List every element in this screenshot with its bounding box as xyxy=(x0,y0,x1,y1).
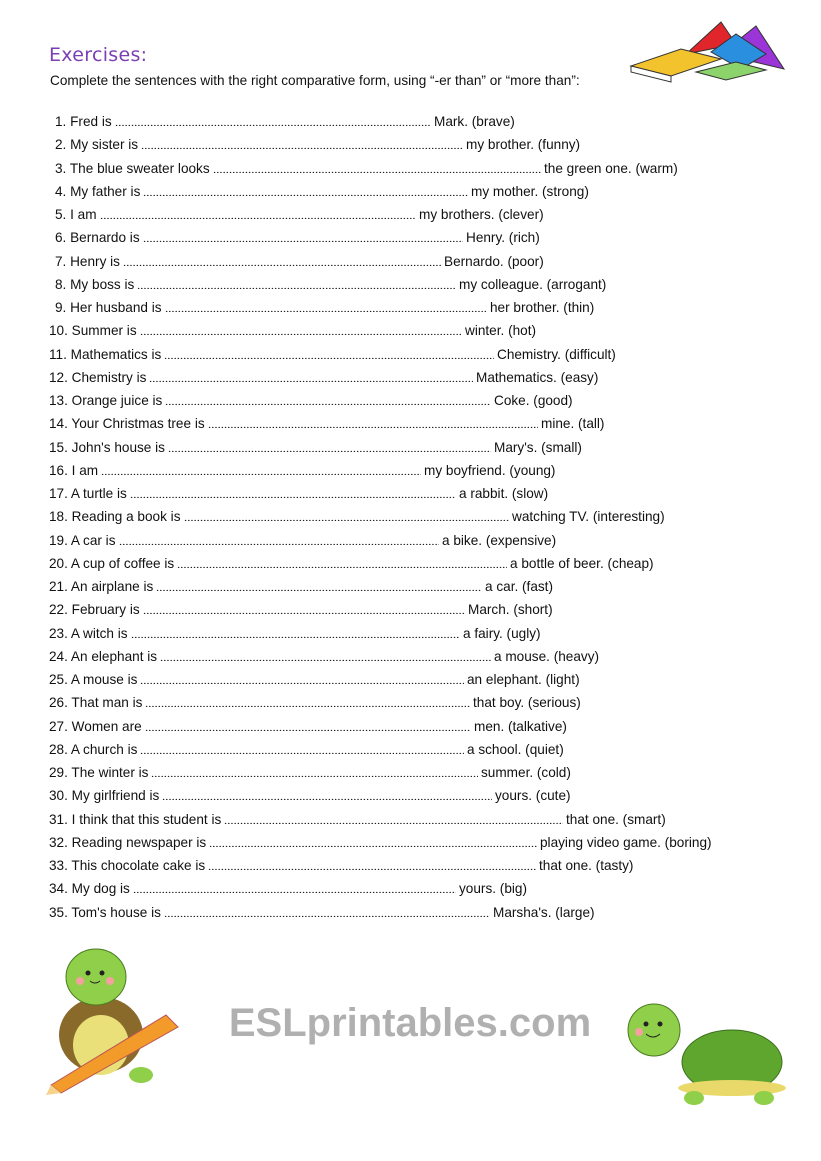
answer-blank[interactable] xyxy=(151,767,478,777)
exercise-item xyxy=(55,160,678,180)
answer-blank[interactable] xyxy=(123,256,441,266)
item-completion: mine. (tall) xyxy=(541,416,605,432)
answer-blank[interactable] xyxy=(209,837,537,847)
item-completion: men. (talkative) xyxy=(474,718,567,734)
answer-blank[interactable] xyxy=(156,581,482,591)
answer-blank[interactable] xyxy=(131,628,460,638)
item-prompt: 20. A cup of coffee is xyxy=(49,555,175,571)
exercise-item xyxy=(49,834,712,854)
answer-blank[interactable] xyxy=(143,232,463,242)
exercise-item xyxy=(49,415,604,435)
exercise-item xyxy=(49,671,580,691)
item-completion: summer. (cold) xyxy=(481,765,571,780)
answer-blank[interactable] xyxy=(145,697,470,707)
exercise-item xyxy=(49,694,581,714)
answer-blank[interactable] xyxy=(140,325,462,335)
answer-blank[interactable] xyxy=(143,186,468,196)
item-prompt: 15. John's house is xyxy=(49,439,165,455)
item-completion: a school. (quiet) xyxy=(467,741,564,757)
item-prompt: 3. The blue sweater looks xyxy=(55,160,210,176)
item-completion: yours. (big) xyxy=(459,881,527,897)
answer-blank[interactable] xyxy=(208,860,536,870)
exercise-item xyxy=(49,764,571,784)
item-prompt: 24. An elephant is xyxy=(49,648,158,664)
exercise-item xyxy=(49,601,553,621)
instructions: Complete the sentences with the right comparative form, using “-er than” or “more than”: xyxy=(50,73,580,88)
exercise-item xyxy=(55,276,606,296)
item-prompt: 11. Mathematics is xyxy=(49,346,162,362)
answer-blank[interactable] xyxy=(119,535,440,545)
item-prompt: 34. My dog is xyxy=(49,881,130,897)
item-completion: my brother. (funny) xyxy=(466,137,581,153)
answer-blank[interactable] xyxy=(130,488,456,498)
item-prompt: 33. This chocolate cake is xyxy=(49,858,206,873)
answer-blank[interactable] xyxy=(162,790,492,800)
item-completion: Mathematics. (easy) xyxy=(476,369,599,385)
answer-blank[interactable] xyxy=(145,721,471,731)
item-prompt: 19. A car is xyxy=(49,532,116,548)
exercise-item xyxy=(49,741,564,761)
item-completion: Marsha's. (large) xyxy=(493,904,595,920)
item-completion: that one. (smart) xyxy=(566,811,666,827)
item-prompt: 28. A church is xyxy=(49,741,138,757)
exercise-item xyxy=(49,485,548,505)
item-completion: Henry. (rich) xyxy=(466,230,540,246)
answer-blank[interactable] xyxy=(160,651,491,661)
item-completion: my brothers. (clever) xyxy=(419,207,544,222)
item-completion: her brother. (thin) xyxy=(490,300,595,315)
item-completion: Mary's. (small) xyxy=(494,439,582,455)
item-prompt: 13. Orange juice is xyxy=(49,393,163,408)
exercise-item xyxy=(49,462,555,482)
item-completion: yours. (cute) xyxy=(495,788,571,804)
answer-blank[interactable] xyxy=(115,116,431,126)
item-prompt: 30. My girlfriend is xyxy=(49,788,160,804)
item-prompt: 31. I think that this student is xyxy=(49,811,222,827)
turtle-illustration xyxy=(624,1000,789,1110)
exercise-item xyxy=(49,578,553,598)
exercise-item xyxy=(49,532,556,552)
exercise-item xyxy=(49,346,616,366)
exercise-item xyxy=(49,439,582,459)
item-completion: that boy. (serious) xyxy=(473,695,581,711)
exercise-item xyxy=(55,206,544,226)
answer-blank[interactable] xyxy=(208,418,538,428)
item-completion: my boyfriend. (young) xyxy=(424,462,556,478)
exercise-item xyxy=(49,555,654,575)
exercise-item xyxy=(49,857,633,877)
item-prompt: 27. Women are xyxy=(49,718,142,734)
answer-blank[interactable] xyxy=(165,302,487,312)
item-completion: that one. (tasty) xyxy=(539,858,634,873)
item-completion: Coke. (good) xyxy=(494,393,573,408)
watermark: ESLprintables.com xyxy=(228,1001,592,1045)
item-prompt: 10. Summer is xyxy=(49,323,137,339)
exercise-item xyxy=(49,322,536,342)
exercise-item xyxy=(49,904,595,924)
worksheet-title: Exercises: xyxy=(49,44,148,66)
turtle-with-pencil-illustration xyxy=(46,945,186,1095)
exercise-item xyxy=(49,508,665,528)
item-prompt: 16. I am xyxy=(49,462,99,478)
books-illustration xyxy=(626,14,786,84)
answer-blank[interactable] xyxy=(213,163,541,173)
item-completion: Mark. (brave) xyxy=(434,114,515,129)
item-prompt: 26. That man is xyxy=(49,695,143,711)
item-prompt: 32. Reading newspaper is xyxy=(49,834,207,850)
item-prompt: 21. An airplane is xyxy=(49,579,154,594)
item-completion: a bike. (expensive) xyxy=(442,532,557,548)
item-prompt: 8. My boss is xyxy=(55,276,135,292)
item-completion: my colleague. (arrogant) xyxy=(459,276,607,292)
answer-blank[interactable] xyxy=(100,209,416,219)
exercise-item xyxy=(49,648,599,668)
item-completion: March. (short) xyxy=(468,602,553,618)
answer-blank[interactable] xyxy=(165,395,491,405)
answer-blank[interactable] xyxy=(164,349,494,359)
item-prompt: 6. Bernardo is xyxy=(55,230,140,246)
item-completion: a fairy. (ugly) xyxy=(463,625,541,641)
item-prompt: 35. Tom's house is xyxy=(49,904,161,920)
exercise-item xyxy=(55,253,544,273)
exercise-item xyxy=(49,787,571,807)
exercise-item xyxy=(55,113,515,133)
item-completion: a bottle of beer. (cheap) xyxy=(510,555,654,571)
answer-blank[interactable] xyxy=(140,744,464,754)
exercise-item xyxy=(49,880,527,900)
answer-blank[interactable] xyxy=(149,372,473,382)
answer-blank[interactable] xyxy=(224,814,563,824)
item-completion: watching TV. (interesting) xyxy=(512,509,665,525)
item-prompt: 22. February is xyxy=(49,602,140,618)
item-prompt: 7. Henry is xyxy=(55,253,120,269)
answer-blank[interactable] xyxy=(184,511,510,521)
answer-blank[interactable] xyxy=(101,465,421,475)
exercise-item xyxy=(49,369,598,389)
item-prompt: 25. A mouse is xyxy=(49,672,138,687)
exercise-item xyxy=(55,136,580,156)
item-completion: Bernardo. (poor) xyxy=(444,253,544,269)
item-completion: a rabbit. (slow) xyxy=(459,486,549,501)
exercise-item xyxy=(49,392,573,412)
item-completion: an elephant. (light) xyxy=(467,672,580,687)
item-prompt: 1. Fred is xyxy=(55,114,112,129)
item-completion: the green one. (warm) xyxy=(544,160,678,176)
item-prompt: 18. Reading a book is xyxy=(49,509,181,525)
exercise-item xyxy=(55,183,589,203)
item-completion: winter. (hot) xyxy=(465,323,537,339)
answer-blank[interactable] xyxy=(177,558,507,568)
answer-blank[interactable] xyxy=(141,139,463,149)
item-prompt: 12. Chemistry is xyxy=(49,369,147,385)
item-prompt: 9. Her husband is xyxy=(55,300,162,315)
item-prompt: 2. My sister is xyxy=(55,137,139,153)
exercise-item xyxy=(55,229,540,249)
item-prompt: 14. Your Christmas tree is xyxy=(49,416,205,432)
answer-blank[interactable] xyxy=(168,442,491,452)
exercise-item xyxy=(49,625,541,645)
exercise-item xyxy=(49,718,567,738)
item-completion: playing video game. (boring) xyxy=(540,834,712,850)
answer-blank[interactable] xyxy=(137,279,456,289)
item-prompt: 5. I am xyxy=(55,207,97,222)
item-prompt: 29. The winter is xyxy=(49,765,149,780)
answer-blank[interactable] xyxy=(133,883,456,893)
item-completion: Chemistry. (difficult) xyxy=(497,346,616,362)
item-prompt: 23. A witch is xyxy=(49,625,128,641)
item-completion: a mouse. (heavy) xyxy=(494,648,600,664)
answer-blank[interactable] xyxy=(143,604,465,614)
exercise-item xyxy=(49,811,666,831)
answer-blank[interactable] xyxy=(140,674,464,684)
item-prompt: 4. My father is xyxy=(55,183,141,199)
item-completion: my mother. (strong) xyxy=(471,183,589,199)
item-completion: a car. (fast) xyxy=(485,579,553,594)
item-prompt: 17. A turtle is xyxy=(49,486,127,501)
answer-blank[interactable] xyxy=(164,907,490,917)
exercise-item xyxy=(55,299,594,319)
